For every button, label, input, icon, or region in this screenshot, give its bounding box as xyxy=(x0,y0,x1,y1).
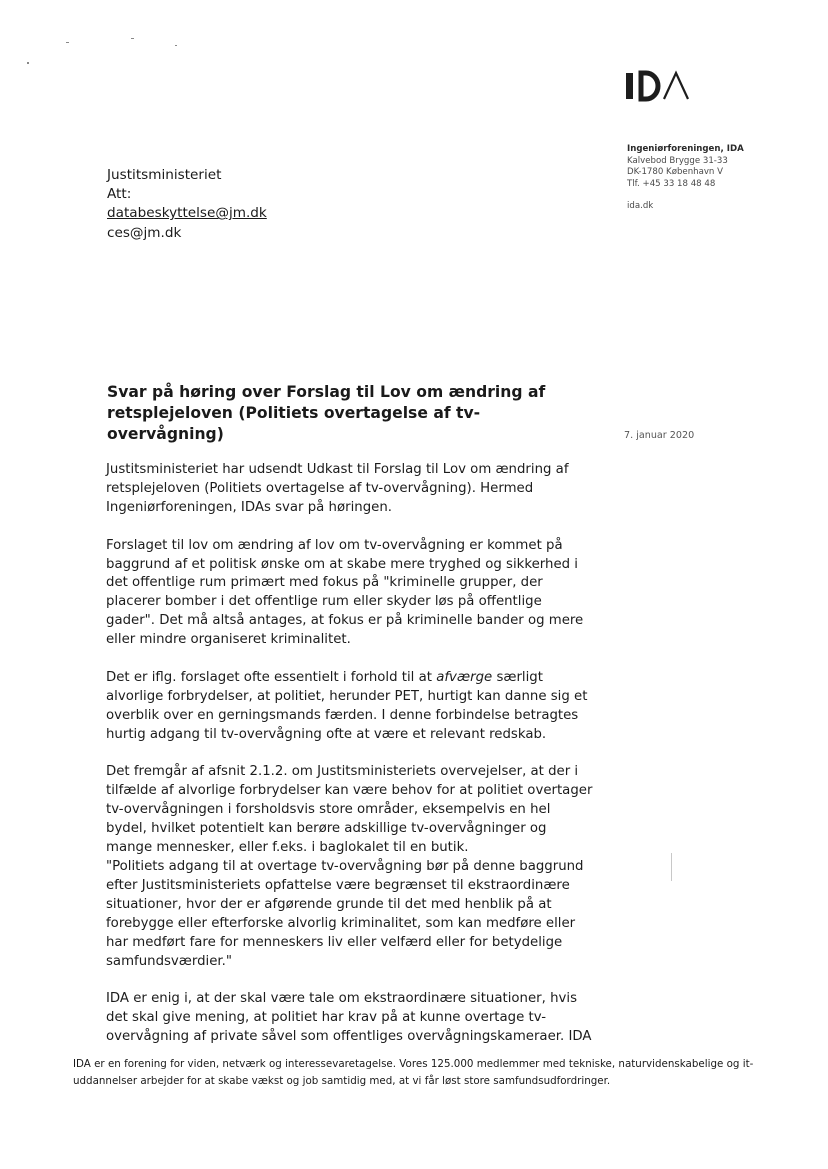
body-paragraph-2 xyxy=(106,537,596,650)
body-line: placerer bomber i det offentlige rum eller skyder løs på offentlige xyxy=(106,594,542,610)
recipient-block xyxy=(107,166,437,243)
body-line: forebygge eller efterforske alvorlig kriminalitet, som kan medføre eller xyxy=(106,915,576,931)
body-line: baggrund af et politisk ønske om at skabe mere tryghed og sikkerhed i xyxy=(106,556,578,572)
sender-phone: Tlf. +45 33 18 48 48 xyxy=(627,178,716,189)
body-line: eller mindre organiseret kriminalitet. xyxy=(106,632,351,648)
footer-line: uddannelser arbejder for at skabe vækst og job samtidig med, at vi får løst store samfundsudfordringer. xyxy=(73,1074,611,1087)
body-line: Ingeniørforeningen, IDAs svar på høringen. xyxy=(106,499,392,515)
body-line: bydel, hvilket potentielt kan berøre adskillige tv-overvågninger og xyxy=(106,821,547,837)
emphasis-text: afværge xyxy=(436,669,493,685)
scan-speck xyxy=(131,38,134,39)
body-paragraph-3 xyxy=(106,669,596,745)
recipient-att-label: Att: xyxy=(107,186,132,203)
body-line: overblik over en gerningsmands færden. I denne forbindelse betragtes xyxy=(106,707,579,723)
sender-address-line: DK-1780 København V xyxy=(627,167,723,178)
sender-org: Ingeniørforeningen, IDA xyxy=(627,144,744,154)
body-text: særligt xyxy=(492,669,543,685)
scan-speck xyxy=(175,45,177,46)
body-line: Justitsministeriet har udsendt Udkast til Forslag til Lov om ændring af xyxy=(106,462,569,477)
footer-line: IDA er en forening for viden, netværk og interessevaretagelse. Vores 125.000 medlemmer med tekniske, naturvidenskabelige og it- xyxy=(73,1058,754,1070)
document-date: 7. januar 2020 xyxy=(624,430,695,441)
body-line xyxy=(106,669,596,688)
body-line: tilfælde af alvorlige forbrydelser kan være behov for at politiet overtager xyxy=(106,783,593,799)
body-line: det skal give mening, at politiet har krav på at kunne overtage tv- xyxy=(106,1010,547,1026)
title-line: Svar på høring over Forslag til Lov om ændring af xyxy=(107,383,546,401)
title-line: retsplejeloven (Politiets overtagelse af tv-overvågning) xyxy=(107,404,481,443)
document-title xyxy=(107,382,577,445)
sender-address-block xyxy=(627,144,817,213)
body-line: mange mennesker, eller f.eks. i baglokalet til en butik. xyxy=(106,840,469,856)
recipient-email-secondary: ces@jm.dk xyxy=(107,224,182,241)
ida-logo-mark xyxy=(624,70,694,102)
body-line: gader". Det må altså antages, at fokus er på kriminelle bander og mere xyxy=(106,613,584,629)
body-line: IDA er enig i, at der skal være tale om ekstraordinære situationer, hvis xyxy=(106,991,578,1007)
sender-website-link[interactable]: ida.dk xyxy=(627,201,654,212)
scan-speck xyxy=(66,42,69,43)
body-line: tv-overvågningen i forsholdsvis store områder, eksempelvis en hel xyxy=(106,802,551,818)
sender-address-line: Kalvebod Brygge 31-33 xyxy=(627,155,728,166)
recipient-email-link[interactable]: databeskyttelse@jm.dk xyxy=(107,205,267,222)
ida-logo xyxy=(624,70,694,102)
page-footer xyxy=(73,1056,793,1089)
body-line: har medført fare for menneskers liv eller velfærd eller for betydelige xyxy=(106,934,563,950)
body-line: situationer, hvor der er afgørende grunde til det med henblik på at xyxy=(106,896,552,912)
body-line: alvorlige forbrydelser, at politiet, herunder PET, hurtigt kan danne sig et xyxy=(106,688,588,704)
body-line: samfundsværdier." xyxy=(106,953,232,969)
body-line: "Politiets adgang til at overtage tv-overvågning bør på denne baggrund xyxy=(106,858,584,874)
body-line: retsplejeloven (Politiets overtagelse af tv-overvågning). Hermed xyxy=(106,480,534,496)
body-line: det offentlige rum primært med fokus på "kriminelle grupper, der xyxy=(106,575,543,591)
scan-margin-line xyxy=(671,853,672,881)
body-line: Forslaget til lov om ændring af lov om tv-overvågning er kommet på xyxy=(106,537,563,553)
document-body xyxy=(106,461,596,1066)
body-line: Det fremgår af afsnit 2.1.2. om Justitsministeriets overvejelser, at der i xyxy=(106,764,579,780)
body-line: efter Justitsministeriets opfattelse være begrænset til ekstraordinære xyxy=(106,877,570,893)
body-line: overvågning af private såvel som offentliges overvågningskameraer. IDA xyxy=(106,1029,592,1045)
scan-speck xyxy=(27,62,29,64)
body-line: hurtig adgang til tv-overvågning ofte at være et relevant redskab. xyxy=(106,726,547,742)
body-paragraph-1 xyxy=(106,461,596,518)
body-paragraph-4 xyxy=(106,763,596,971)
body-paragraph-5 xyxy=(106,990,596,1047)
body-text: Det er iflg. forslaget ofte essentielt i forhold til at xyxy=(106,669,437,685)
recipient-name: Justitsministeriet xyxy=(107,167,222,183)
